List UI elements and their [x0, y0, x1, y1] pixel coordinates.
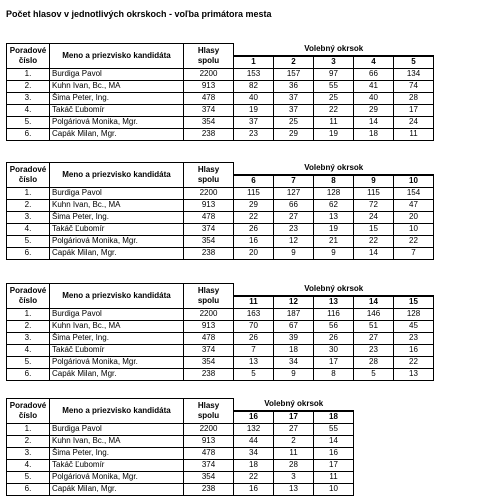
district-number: 14 — [354, 296, 394, 309]
district-votes: 28 — [394, 92, 434, 104]
candidate-name: Kuhn Ivan, Bc., MA — [50, 80, 184, 92]
district-votes: 146 — [354, 308, 394, 320]
district-votes: 13 — [234, 356, 274, 368]
district-votes: 18 — [234, 459, 274, 471]
district-number: 1 — [234, 56, 274, 69]
results-table-4 — [6, 398, 354, 496]
candidate-number: 6. — [7, 247, 50, 259]
candidate-name: Capák Milan, Mgr. — [50, 128, 184, 140]
district-number: 7 — [274, 175, 314, 188]
table-row — [7, 92, 434, 104]
candidate-number: 3. — [7, 332, 50, 344]
candidate-total-votes: 478 — [184, 211, 234, 223]
district-votes: 66 — [354, 68, 394, 80]
candidate-total-votes: 374 — [184, 104, 234, 116]
district-votes: 23 — [274, 223, 314, 235]
district-votes: 27 — [274, 423, 314, 435]
header-poradove-cislo: Poradové číslo — [7, 44, 50, 69]
candidate-total-votes: 374 — [184, 344, 234, 356]
results-table-2 — [6, 162, 434, 260]
district-number: 6 — [234, 175, 274, 188]
header-hlasy-spolu: Hlasy spolu — [184, 284, 234, 309]
results-table-1 — [6, 43, 434, 141]
district-votes: 67 — [274, 320, 314, 332]
district-votes: 115 — [354, 187, 394, 199]
district-votes: 153 — [234, 68, 274, 80]
candidate-name: Burdiga Pavol — [50, 423, 184, 435]
district-votes: 23 — [234, 128, 274, 140]
page-title: Počet hlasov v jednotlivých okrskoch - voľba primátora mesta — [6, 9, 272, 19]
district-votes: 16 — [234, 235, 274, 247]
district-votes: 40 — [234, 92, 274, 104]
district-votes: 20 — [234, 247, 274, 259]
district-number: 10 — [394, 175, 434, 188]
district-votes: 26 — [234, 223, 274, 235]
header-poradove-cislo: Poradové číslo — [7, 399, 50, 424]
district-votes: 24 — [394, 116, 434, 128]
table-row — [7, 187, 434, 199]
district-votes: 40 — [354, 92, 394, 104]
district-votes: 17 — [314, 356, 354, 368]
district-votes: 11 — [394, 128, 434, 140]
district-votes: 28 — [274, 459, 314, 471]
district-votes: 132 — [234, 423, 274, 435]
candidate-total-votes: 2200 — [184, 308, 234, 320]
district-votes: 22 — [394, 356, 434, 368]
header-poradove-cislo: Poradové číslo — [7, 284, 50, 309]
candidate-number: 4. — [7, 223, 50, 235]
district-votes: 154 — [394, 187, 434, 199]
candidate-number: 6. — [7, 483, 50, 495]
district-votes: 55 — [314, 80, 354, 92]
candidate-name: Takáč Ľubomír — [50, 344, 184, 356]
candidate-number: 1. — [7, 308, 50, 320]
district-votes: 116 — [314, 308, 354, 320]
district-votes: 19 — [314, 223, 354, 235]
district-votes: 29 — [274, 128, 314, 140]
district-votes: 37 — [234, 116, 274, 128]
district-number: 2 — [274, 56, 314, 69]
district-votes: 34 — [274, 356, 314, 368]
district-votes: 37 — [274, 104, 314, 116]
district-votes: 39 — [274, 332, 314, 344]
district-votes: 44 — [234, 435, 274, 447]
district-number: 4 — [354, 56, 394, 69]
table-row — [7, 104, 434, 116]
district-votes: 187 — [274, 308, 314, 320]
candidate-total-votes: 354 — [184, 471, 234, 483]
district-votes: 10 — [314, 483, 354, 495]
table-row — [7, 247, 434, 259]
candidate-number: 5. — [7, 471, 50, 483]
district-votes: 2 — [274, 435, 314, 447]
candidate-number: 6. — [7, 368, 50, 380]
district-votes: 23 — [394, 332, 434, 344]
district-votes: 3 — [274, 471, 314, 483]
header-hlasy-spolu: Hlasy spolu — [184, 399, 234, 424]
candidate-number: 6. — [7, 128, 50, 140]
candidate-total-votes: 374 — [184, 223, 234, 235]
table-row — [7, 80, 434, 92]
candidate-name: Polgáriová Monika, Mgr. — [50, 235, 184, 247]
district-votes: 16 — [234, 483, 274, 495]
district-votes: 5 — [354, 368, 394, 380]
district-votes: 9 — [274, 247, 314, 259]
district-votes: 13 — [274, 483, 314, 495]
candidate-name: Takáč Ľubomír — [50, 223, 184, 235]
candidate-number: 5. — [7, 235, 50, 247]
district-number: 13 — [314, 296, 354, 309]
district-votes: 47 — [394, 199, 434, 211]
district-votes: 24 — [354, 211, 394, 223]
district-votes: 37 — [274, 92, 314, 104]
district-votes: 97 — [314, 68, 354, 80]
district-votes: 127 — [274, 187, 314, 199]
table-row — [7, 483, 354, 495]
district-number: 17 — [274, 411, 314, 424]
table-row — [7, 332, 434, 344]
header-volebny-okrsok: Volebný okrsok — [234, 284, 434, 296]
candidate-total-votes: 354 — [184, 116, 234, 128]
candidate-number: 5. — [7, 116, 50, 128]
district-number: 12 — [274, 296, 314, 309]
district-votes: 15 — [354, 223, 394, 235]
district-votes: 5 — [234, 368, 274, 380]
district-votes: 22 — [234, 471, 274, 483]
district-number: 11 — [234, 296, 274, 309]
candidate-name: Capák Milan, Mgr. — [50, 483, 184, 495]
district-votes: 9 — [314, 247, 354, 259]
candidate-name: Šima Peter, Ing. — [50, 211, 184, 223]
candidate-name: Polgáriová Monika, Mgr. — [50, 116, 184, 128]
header-meno: Meno a priezvisko kandidáta — [50, 284, 184, 309]
table-row — [7, 344, 434, 356]
candidate-number: 2. — [7, 435, 50, 447]
district-votes: 13 — [394, 368, 434, 380]
table-row — [7, 199, 434, 211]
district-votes: 7 — [234, 344, 274, 356]
header-volebny-okrsok: Volebný okrsok — [234, 399, 354, 411]
district-votes: 14 — [314, 435, 354, 447]
district-votes: 134 — [394, 68, 434, 80]
header-meno: Meno a priezvisko kandidáta — [50, 399, 184, 424]
district-votes: 22 — [314, 104, 354, 116]
district-votes: 22 — [234, 211, 274, 223]
table-row — [7, 235, 434, 247]
candidate-total-votes: 913 — [184, 320, 234, 332]
district-votes: 16 — [314, 447, 354, 459]
header-hlasy-spolu: Hlasy spolu — [184, 44, 234, 69]
district-number: 8 — [314, 175, 354, 188]
district-votes: 62 — [314, 199, 354, 211]
table-row — [7, 68, 434, 80]
header-volebny-okrsok: Volebný okrsok — [234, 163, 434, 175]
candidate-number: 1. — [7, 187, 50, 199]
candidate-name: Polgáriová Monika, Mgr. — [50, 356, 184, 368]
district-votes: 115 — [234, 187, 274, 199]
table-row — [7, 471, 354, 483]
header-meno: Meno a priezvisko kandidáta — [50, 44, 184, 69]
district-votes: 11 — [314, 471, 354, 483]
district-votes: 17 — [394, 104, 434, 116]
candidate-total-votes: 354 — [184, 356, 234, 368]
candidate-total-votes: 478 — [184, 447, 234, 459]
candidate-name: Kuhn Ivan, Bc., MA — [50, 320, 184, 332]
candidate-total-votes: 913 — [184, 435, 234, 447]
candidate-total-votes: 478 — [184, 332, 234, 344]
district-votes: 12 — [274, 235, 314, 247]
district-votes: 21 — [314, 235, 354, 247]
candidate-total-votes: 374 — [184, 459, 234, 471]
candidate-number: 4. — [7, 344, 50, 356]
district-votes: 18 — [274, 344, 314, 356]
candidate-number: 4. — [7, 459, 50, 471]
table-row — [7, 356, 434, 368]
candidate-name: Burdiga Pavol — [50, 68, 184, 80]
candidate-total-votes: 478 — [184, 92, 234, 104]
candidate-total-votes: 2200 — [184, 423, 234, 435]
candidate-name: Polgáriová Monika, Mgr. — [50, 471, 184, 483]
header-hlasy-spolu: Hlasy spolu — [184, 163, 234, 188]
candidate-total-votes: 354 — [184, 235, 234, 247]
candidate-total-votes: 238 — [184, 247, 234, 259]
table-row — [7, 435, 354, 447]
table-row — [7, 447, 354, 459]
district-votes: 26 — [234, 332, 274, 344]
candidate-total-votes: 2200 — [184, 187, 234, 199]
candidate-name: Šima Peter, Ing. — [50, 332, 184, 344]
district-votes: 55 — [314, 423, 354, 435]
candidate-name: Kuhn Ivan, Bc., MA — [50, 199, 184, 211]
district-votes: 29 — [234, 199, 274, 211]
district-votes: 19 — [234, 104, 274, 116]
candidate-name: Šima Peter, Ing. — [50, 447, 184, 459]
district-votes: 29 — [354, 104, 394, 116]
district-votes: 8 — [314, 368, 354, 380]
district-votes: 17 — [314, 459, 354, 471]
candidate-total-votes: 238 — [184, 368, 234, 380]
district-votes: 18 — [354, 128, 394, 140]
table-row — [7, 211, 434, 223]
candidate-number: 4. — [7, 104, 50, 116]
candidate-number: 1. — [7, 68, 50, 80]
candidate-name: Kuhn Ivan, Bc., MA — [50, 435, 184, 447]
candidate-name: Šima Peter, Ing. — [50, 92, 184, 104]
district-votes: 9 — [274, 368, 314, 380]
district-votes: 20 — [394, 211, 434, 223]
candidate-number: 3. — [7, 447, 50, 459]
candidate-total-votes: 913 — [184, 199, 234, 211]
candidate-total-votes: 238 — [184, 128, 234, 140]
candidate-name: Burdiga Pavol — [50, 308, 184, 320]
district-votes: 70 — [234, 320, 274, 332]
table-row — [7, 128, 434, 140]
district-votes: 56 — [314, 320, 354, 332]
district-votes: 74 — [394, 80, 434, 92]
table-row — [7, 423, 354, 435]
district-votes: 128 — [314, 187, 354, 199]
district-votes: 13 — [314, 211, 354, 223]
district-votes: 16 — [394, 344, 434, 356]
district-votes: 26 — [314, 332, 354, 344]
district-votes: 10 — [394, 223, 434, 235]
district-votes: 23 — [354, 344, 394, 356]
district-votes: 11 — [314, 116, 354, 128]
candidate-number: 5. — [7, 356, 50, 368]
district-votes: 66 — [274, 199, 314, 211]
district-number: 16 — [234, 411, 274, 424]
district-votes: 128 — [394, 308, 434, 320]
district-votes: 72 — [354, 199, 394, 211]
candidate-number: 2. — [7, 80, 50, 92]
candidate-number: 2. — [7, 320, 50, 332]
candidate-total-votes: 2200 — [184, 68, 234, 80]
candidate-number: 3. — [7, 92, 50, 104]
district-votes: 30 — [314, 344, 354, 356]
table-row — [7, 368, 434, 380]
table-row — [7, 116, 434, 128]
district-votes: 11 — [274, 447, 314, 459]
candidate-name: Burdiga Pavol — [50, 187, 184, 199]
district-number: 3 — [314, 56, 354, 69]
candidate-name: Takáč Ľubomír — [50, 104, 184, 116]
table-row — [7, 459, 354, 471]
district-number: 9 — [354, 175, 394, 188]
candidate-total-votes: 238 — [184, 483, 234, 495]
candidate-number: 2. — [7, 199, 50, 211]
district-votes: 82 — [234, 80, 274, 92]
candidate-total-votes: 913 — [184, 80, 234, 92]
candidate-name: Capák Milan, Mgr. — [50, 247, 184, 259]
district-votes: 25 — [314, 92, 354, 104]
table-row — [7, 308, 434, 320]
candidate-name: Takáč Ľubomír — [50, 459, 184, 471]
results-table-3 — [6, 283, 434, 381]
district-votes: 41 — [354, 80, 394, 92]
district-votes: 22 — [394, 235, 434, 247]
district-votes: 27 — [274, 211, 314, 223]
district-votes: 7 — [394, 247, 434, 259]
header-volebny-okrsok: Volebný okrsok — [234, 44, 434, 56]
header-meno: Meno a priezvisko kandidáta — [50, 163, 184, 188]
district-number: 5 — [394, 56, 434, 69]
district-votes: 163 — [234, 308, 274, 320]
candidate-number: 1. — [7, 423, 50, 435]
district-votes: 19 — [314, 128, 354, 140]
district-votes: 22 — [354, 235, 394, 247]
table-row — [7, 223, 434, 235]
district-votes: 34 — [234, 447, 274, 459]
district-votes: 51 — [354, 320, 394, 332]
candidate-name: Capák Milan, Mgr. — [50, 368, 184, 380]
table-row — [7, 320, 434, 332]
district-number: 15 — [394, 296, 434, 309]
district-votes: 14 — [354, 247, 394, 259]
district-votes: 36 — [274, 80, 314, 92]
district-votes: 14 — [354, 116, 394, 128]
district-votes: 45 — [394, 320, 434, 332]
district-number: 18 — [314, 411, 354, 424]
candidate-number: 3. — [7, 211, 50, 223]
district-votes: 28 — [354, 356, 394, 368]
header-poradove-cislo: Poradové číslo — [7, 163, 50, 188]
district-votes: 25 — [274, 116, 314, 128]
district-votes: 27 — [354, 332, 394, 344]
district-votes: 157 — [274, 68, 314, 80]
